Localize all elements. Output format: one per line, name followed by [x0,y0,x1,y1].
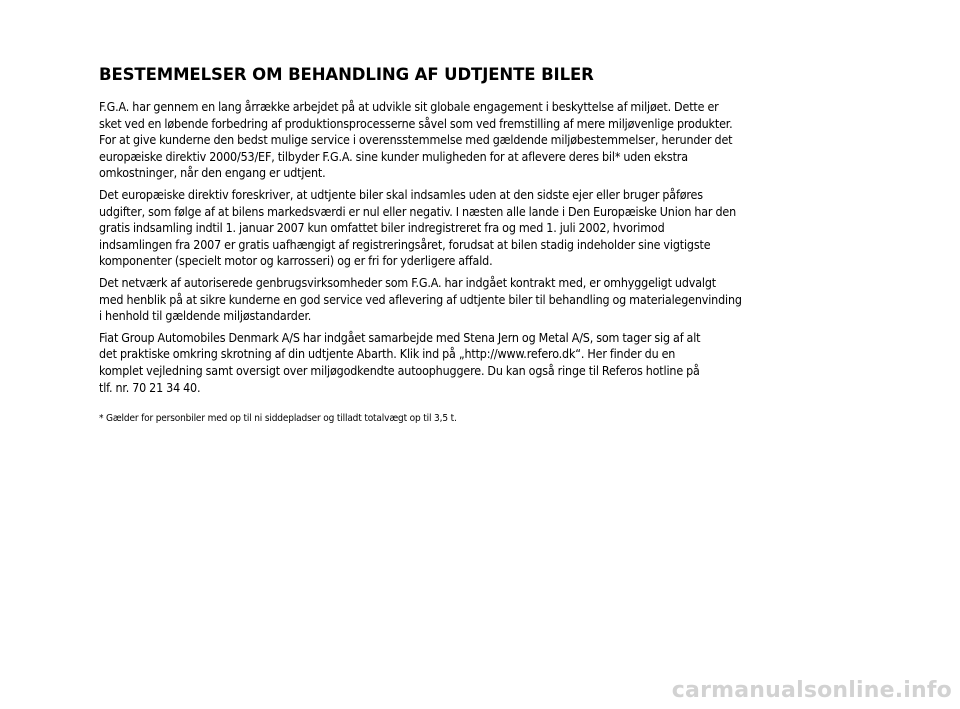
paragraph-line: sket ved en løbende forbedring af produktionsprocesserne såvel som ved fremstilling af mere miljøvenlige produkter. [99,115,733,131]
paragraph-line: i henhold til gældende miljøstandarder. [99,308,312,324]
paragraph-3 [99,275,834,325]
page-title: BESTEMMELSER OM BEHANDLING AF UDTJENTE BILER [99,65,594,84]
paragraph-line: europæiske direktiv 2000/53/EF, tilbyder F.G.A. sine kunder muligheden for at aflevere deres bil* uden ekstra [99,148,688,164]
paragraph-line: komponenter (specielt motor og karrosseri) og er fri for yderligere affald. [99,253,493,269]
watermark: carmanualsonline.info [671,678,952,703]
paragraph-line: Det netværk af autoriserede genbrugsvirksomheder som F.G.A. har indgået kontrakt med, er omhyggeligt udvalgt [99,274,716,290]
paragraph-4 [99,330,834,396]
paragraph-line: komplet vejledning samt oversigt over miljøgodkendte autoophuggere. Du kan også ringe til Referos hotline på [99,362,700,378]
footnote: * Gælder for personbiler med op til ni siddepladser og tilladt totalvægt op til 3,5 t. [99,413,457,425]
paragraph-line: F.G.A. har gennem en lang årrække arbejdet på at udvikle sit globale engagement i beskyttelse af miljøet. Dette er [99,99,719,114]
paragraph-line: Fiat Group Automobiles Denmark A/S har indgået samarbejde med Stena Jern og Metal A/S, som tager sig af alt [99,329,701,345]
paragraph-line: indsamlingen fra 2007 er gratis uafhængigt af registreringsåret, forudsat at bilen stadig indeholder sine vigtigste [99,236,711,252]
paragraph-2 [99,187,834,270]
paragraph-1 [99,99,834,182]
paragraph-line: Det europæiske direktiv foreskriver, at udtjente biler skal indsamles uden at den sidste ejer eller bruger påføres [99,186,703,202]
paragraph-line: For at give kunderne den bedst mulige service i overensstemmelse med gældende miljøbestemmelser, herunder det [99,132,733,148]
page-content [99,64,834,426]
paragraph-line: med henblik på at sikre kunderne en god service ved aflevering af udtjente biler til behandling og materialegenvinding [99,291,742,307]
paragraph-line: det praktiske omkring skrotning af din udtjente Abarth. Klik ind på „http://www.refero.dk“. Her finder du en [99,346,676,362]
paragraph-line: gratis indsamling indtil 1. januar 2007 kun omfattet biler indregistreret fra og med 1. juli 2002, hvorimod [99,220,665,236]
paragraph-line: omkostninger, når den engang er udtjent. [99,165,326,181]
paragraph-line: udgifter, som følge af at bilens markedsværdi er nul eller negativ. I næsten alle lande i Den Europæiske Union har den [99,203,736,219]
paragraph-line: tlf. nr. 70 21 34 40. [99,379,201,395]
